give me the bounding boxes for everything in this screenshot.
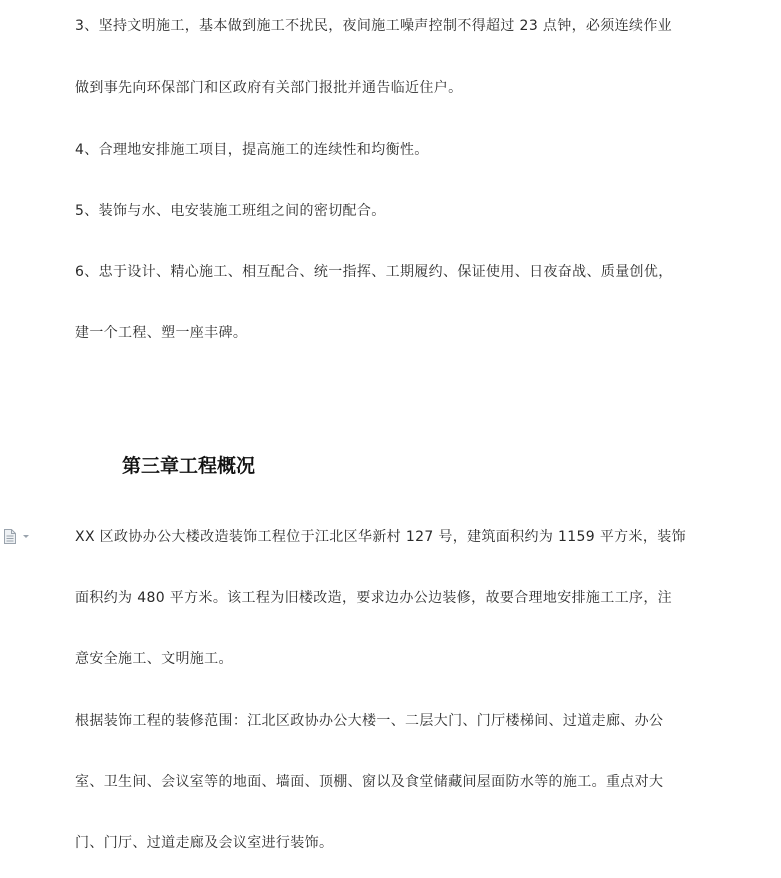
paragraph-options-widget[interactable]	[3, 529, 31, 545]
chevron-down-icon[interactable]	[23, 535, 29, 538]
paragraph-line: 面积约为 480 平方米。该工程为旧楼改造，要求边办公边装修，故要合理地安排施工工序，注	[75, 590, 673, 606]
paragraph-line: 5、装饰与水、电安装施工班组之间的密切配合。	[75, 203, 386, 219]
paragraph-line: 做到事先向环保部门和区政府有关部门报批并通告临近住户。	[75, 80, 463, 96]
paragraph-line: 3、坚持文明施工，基本做到施工不扰民，夜间施工噪声控制不得超过 23 点钟，必须连续作业	[75, 18, 673, 34]
paragraph-line: 4、合理地安排施工项目，提高施工的连续性和均衡性。	[75, 142, 429, 158]
paragraph-line: 意安全施工、文明施工。	[75, 651, 233, 667]
document-icon	[3, 529, 16, 544]
paragraph-line: 根据装饰工程的装修范围：江北区政协办公大楼一、二层大门、门厅楼梯间、过道走廊、办公	[75, 713, 664, 729]
paragraph-line: 门、门厅、过道走廊及会议室进行装饰。	[75, 835, 334, 851]
paragraph-line: 6、忠于设计、精心施工、相互配合、统一指挥、工期履约、保证使用、日夜奋战、质量创优，	[75, 264, 673, 280]
chapter-heading: 第三章工程概况	[122, 455, 256, 477]
paragraph-line: 建一个工程、塑一座丰碑。	[75, 325, 248, 341]
paragraph-line: 室、卫生间、会议室等的地面、墙面、顶棚、窗以及食堂储藏间屋面防水等的施工。重点对大	[75, 774, 664, 790]
paragraph-line: XX 区政协办公大楼改造装饰工程位于江北区华新村 127 号，建筑面积约为 1159 平方米，装饰	[75, 529, 686, 545]
